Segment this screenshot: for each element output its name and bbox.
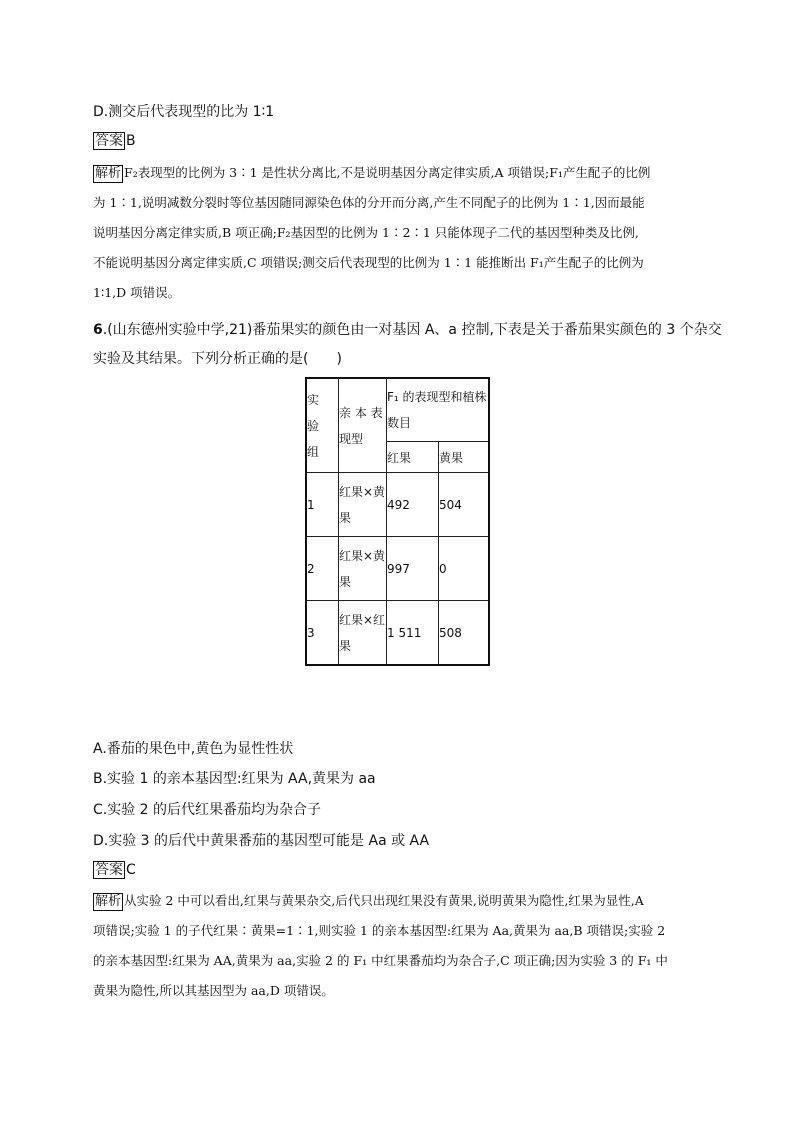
explanation-line: 1∶1,D 项错误。 <box>93 285 181 300</box>
stem-line: .(山东德州实验中学,21)番茄果实的颜色由一对基因 A、a 控制,下表是关于番茄果实颜色的 3 个杂交 <box>102 322 722 338</box>
table-row <box>306 601 489 666</box>
header-group: 实 验 组 <box>306 378 339 473</box>
cell-red: 1 511 <box>387 601 439 666</box>
explanation-line: 解析 F₂表现型的比例为 3∶1 是性状分离比,不是说明基因分离定律实质,A 项错误;F₁产生配子的比例 <box>95 165 651 181</box>
answer-tag: 答案 <box>95 133 123 149</box>
cell-parent: 红果×黄 果 <box>339 537 387 601</box>
answer-value: C <box>126 862 136 878</box>
cell-red: 997 <box>387 537 439 601</box>
answer-value: B <box>126 133 136 149</box>
header-red: 红果 <box>387 442 439 473</box>
cell-group: 1 <box>306 473 339 537</box>
cell-group: 2 <box>306 537 339 601</box>
question-6-stem <box>93 316 722 345</box>
explanation-tag: 解析 <box>95 894 122 909</box>
cell-group: 3 <box>306 601 339 666</box>
cross-results-table <box>305 377 490 666</box>
option-d: D.实验 3 的后代中黄果番茄的基因型可能是 Aa 或 AA <box>93 833 430 849</box>
answer-line-q5 <box>93 132 136 150</box>
header-parent: 亲 本 表 现型 <box>339 378 387 473</box>
option-b: B.实验 1 的亲本基因型:红果为 AA,黄果为 aa <box>93 771 376 787</box>
explanation-line: 的亲本基因型:红果为 AA,黄果为 aa,实验 2 的 F₁ 中红果番茄均为杂合子,C 项正确;因为实验 3 的 F₁ 中 <box>93 953 668 968</box>
header-yellow: 黄果 <box>439 442 490 473</box>
cell-red: 492 <box>387 473 439 537</box>
table-row <box>306 473 489 537</box>
cell-yellow: 504 <box>439 473 490 537</box>
explanation-tag: 解析 <box>95 166 122 181</box>
explanation-line: 不能说明基因分离定律实质,C 项错误;测交后代表现型的比例为 1∶1 能推断出 F₁产生配子的比例为 <box>93 255 644 270</box>
explanation-line: 为 1∶1,说明减数分裂时等位基因随同源染色体的分开而分离,产生不同配子的比例为 1∶1,因而最能 <box>93 195 645 210</box>
explanation-line: 项错误;实验 1 的子代红果∶黄果=1∶1,则实验 1 的亲本基因型:红果为 Aa,黄果为 aa,B 项错误;实验 2 <box>93 923 666 938</box>
cell-yellow: 508 <box>439 601 490 666</box>
option-a: A.番茄的果色中,黄色为显性性状 <box>93 741 294 757</box>
explanation-line: 说明基因分离定律实质,B 项正确;F₂基因型的比例为 1∶2∶1 只能体现子二代的基因型种类及比例, <box>93 225 639 240</box>
answer-tag: 答案 <box>95 862 123 878</box>
option-d-previous: D.测交后代表现型的比为 1∶1 <box>93 104 275 120</box>
table-row <box>306 537 489 601</box>
option-c: C.实验 2 的后代红果番茄均为杂合子 <box>93 802 322 818</box>
explanation-q6 <box>93 886 708 1006</box>
answer-line-q6 <box>93 861 136 879</box>
explanation-line: 解析 从实验 2 中可以看出,红果与黄果杂交,后代只出现红果没有黄果,说明黄果为隐性,红果为显性,A <box>95 893 644 909</box>
cell-parent: 红果×红 果 <box>339 601 387 666</box>
header-f1: F₁ 的表现型和植株 数目 <box>387 378 490 442</box>
cell-yellow: 0 <box>439 537 490 601</box>
explanation-q5 <box>93 158 708 308</box>
question-6-stem-line2: 实验及其结果。下列分析正确的是( ) <box>93 351 342 367</box>
explanation-line: 黄果为隐性,所以其基因型为 aa,D 项错误。 <box>93 983 334 998</box>
cell-parent: 红果×黄 果 <box>339 473 387 537</box>
question-number: 6 <box>93 322 103 338</box>
